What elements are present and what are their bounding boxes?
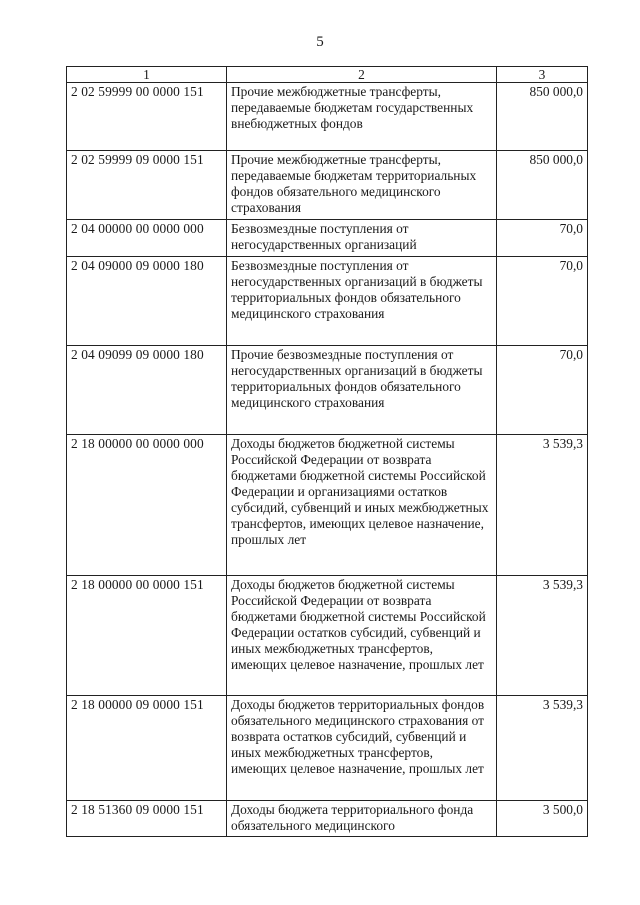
code-cell: 2 18 51360 09 0000 151	[67, 801, 227, 837]
code-cell: 2 02 59999 00 0000 151	[67, 83, 227, 151]
name-cell: Доходы бюджетов бюджетной системы Российской Федерации от возврата бюджетами бюджетной системы Российской Федерации и организациями остатков субсидий, субвенций и иных межбюджетных трансфертов, имеющих целевое назначение, прошлых лет	[227, 435, 497, 576]
amount-cell: 70,0	[497, 220, 588, 257]
table-row	[67, 346, 588, 435]
table-row	[67, 257, 588, 346]
name-cell: Доходы бюджетов территориальных фондов обязательного медицинского страхования от возврата остатков субсидий, субвенций и иных межбюджетных трансфертов, имеющих целевое назначение, прошлых лет	[227, 696, 497, 801]
table-row	[67, 696, 588, 801]
amount-cell: 850 000,0	[497, 151, 588, 220]
table-row	[67, 801, 588, 837]
name-cell: Доходы бюджета территориального фонда обязательного медицинского	[227, 801, 497, 837]
table-row	[67, 151, 588, 220]
table-row	[67, 576, 588, 696]
amount-cell: 3 539,3	[497, 696, 588, 801]
table-row	[67, 83, 588, 151]
code-cell: 2 04 09099 09 0000 180	[67, 346, 227, 435]
code-cell: 2 18 00000 00 0000 151	[67, 576, 227, 696]
name-cell: Прочие межбюджетные трансферты, передаваемые бюджетам государственных внебюджетных фондов	[227, 83, 497, 151]
column-header: 2	[227, 67, 497, 83]
column-header: 3	[497, 67, 588, 83]
name-cell: Прочие межбюджетные трансферты, передаваемые бюджетам территориальных фондов обязательного медицинского страхования	[227, 151, 497, 220]
table-row	[67, 220, 588, 257]
header-row	[67, 67, 588, 83]
amount-cell: 850 000,0	[497, 83, 588, 151]
amount-cell: 3 539,3	[497, 576, 588, 696]
code-cell: 2 18 00000 09 0000 151	[67, 696, 227, 801]
amount-cell: 70,0	[497, 257, 588, 346]
code-cell: 2 02 59999 09 0000 151	[67, 151, 227, 220]
amount-cell: 70,0	[497, 346, 588, 435]
code-cell: 2 04 09000 09 0000 180	[67, 257, 227, 346]
amount-cell: 3 500,0	[497, 801, 588, 837]
code-cell: 2 04 00000 00 0000 000	[67, 220, 227, 257]
name-cell: Доходы бюджетов бюджетной системы Российской Федерации от возврата бюджетами бюджетной системы Российской Федерации остатков субсидий, субвенций и иных межбюджетных трансфертов, имеющих целевое назначение, прошлых лет	[227, 576, 497, 696]
name-cell: Безвозмездные поступления от негосударственных организаций в бюджеты территориальных фондов обязательного медицинского страхования	[227, 257, 497, 346]
table-row	[67, 435, 588, 576]
name-cell: Безвозмездные поступления от негосударственных организаций	[227, 220, 497, 257]
name-cell: Прочие безвозмездные поступления от негосударственных организаций в бюджеты территориальных фондов обязательного медицинского страхования	[227, 346, 497, 435]
code-cell: 2 18 00000 00 0000 000	[67, 435, 227, 576]
page-number: 5	[316, 34, 324, 50]
column-header: 1	[67, 67, 227, 83]
budget-table	[66, 66, 588, 837]
amount-cell: 3 539,3	[497, 435, 588, 576]
